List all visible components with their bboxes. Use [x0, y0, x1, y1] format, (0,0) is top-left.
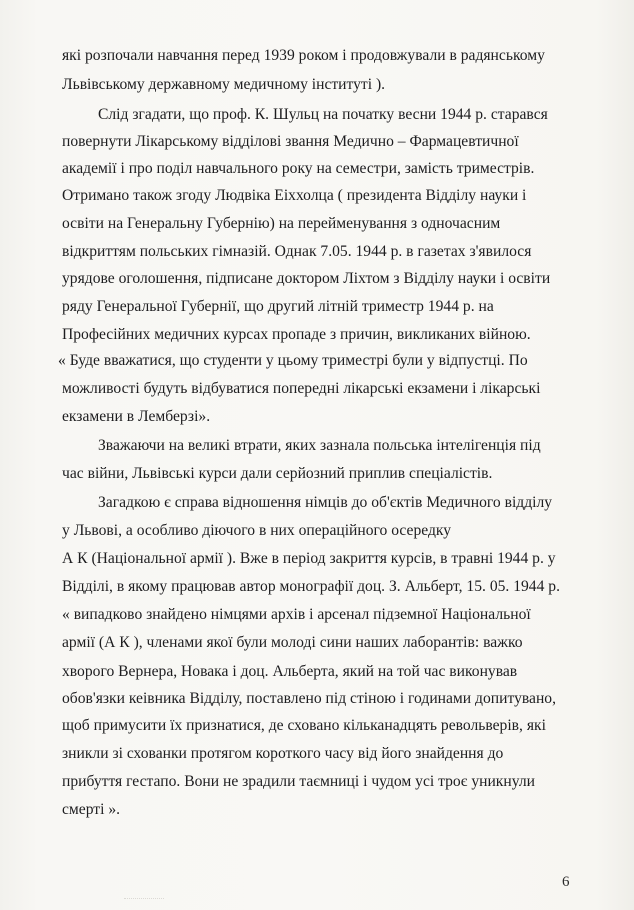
text-line: які розпочали навчання перед 1939 роком і продовжували в радянському	[62, 47, 545, 64]
text-line: хворого Вернера, Новака і доц. Альберта, який на той час виконував	[62, 663, 518, 680]
text-line: час війни, Львівські курси дали серйозний приплив спеціалістів.	[62, 465, 493, 482]
text-line: Загадкою є справа відношення німців до об'єктів Медичного відділу	[98, 494, 553, 511]
text-line: Професійних медичних курсах пропаде з причин, викликаних війною.	[62, 326, 531, 343]
scan-mark	[124, 898, 164, 903]
text-line: можливості будуть відбуватися попередні лікарські екзамени і лікарські	[62, 380, 541, 397]
text-line: зникли зі схованки протягом короткого часу від його знайдення до	[62, 745, 504, 762]
text-line: ряду Генеральної Губернії, що другий літній триместр 1944 р. на	[62, 298, 494, 315]
text-line: обов'язки кеівника Відділу, поставлено під стіною і годинами допитувано,	[62, 690, 556, 707]
text-line: « Буде вважатися, що студенти у цьому триместрі були у відпустці. По	[58, 352, 528, 369]
text-line: Слід згадати, що проф. К. Шульц на початку весни 1944 р. старався	[98, 106, 548, 123]
text-line: Отримано також згоду Людвіка Еіххолца ( президента Відділу науки і	[62, 187, 527, 204]
text-line: Відділі, в якому працював автор монографії доц. З. Альберт, 15. 05. 1944 р.	[62, 578, 560, 595]
text-line: екзамени в Лемберзі».	[62, 408, 211, 425]
text-line: « випадково знайдено німцями архів і арсенал підземної Національної	[62, 606, 531, 623]
text-line: у Львові, а особливо діючого в них операційного осередку	[62, 522, 452, 539]
text-line: академії і про поділ навчального року на семестри, замість триместрів.	[62, 160, 535, 177]
text-line: Львівському державному медичному інституті ).	[62, 76, 386, 93]
page-number: 6	[562, 874, 570, 890]
text-line: урядове оголошення, підписане доктором Ліхтом з Відділу науки і освіти	[62, 270, 551, 287]
text-line: відкриттям польських гімназій. Однак 7.05. 1944 р. в газетах з'явилося	[62, 243, 532, 260]
text-line: повернути Лікарському відділові звання Медично – Фармацевтичної	[62, 133, 519, 150]
text-line: щоб примусити їх признатися, де сховано кільканадцять револьверів, які	[62, 717, 546, 734]
text-line: армії (А К ), членами якої були молоді сини наших лаборантів: важко	[62, 634, 523, 651]
text-line: освіти на Генеральну Губернію) на перейменування з одночасним	[62, 215, 501, 232]
text-line: смерті ».	[62, 801, 121, 818]
text-line: прибуття гестапо. Вони не зрадили таємниці і чудом усі троє уникнули	[62, 773, 535, 790]
text-line: А К (Національної армії ). Вже в період закриття курсів, в травні 1944 р. у	[62, 550, 556, 567]
text-line: Зважаючи на великі втрати, яких зазнала польська інтелігенція під	[98, 437, 541, 454]
